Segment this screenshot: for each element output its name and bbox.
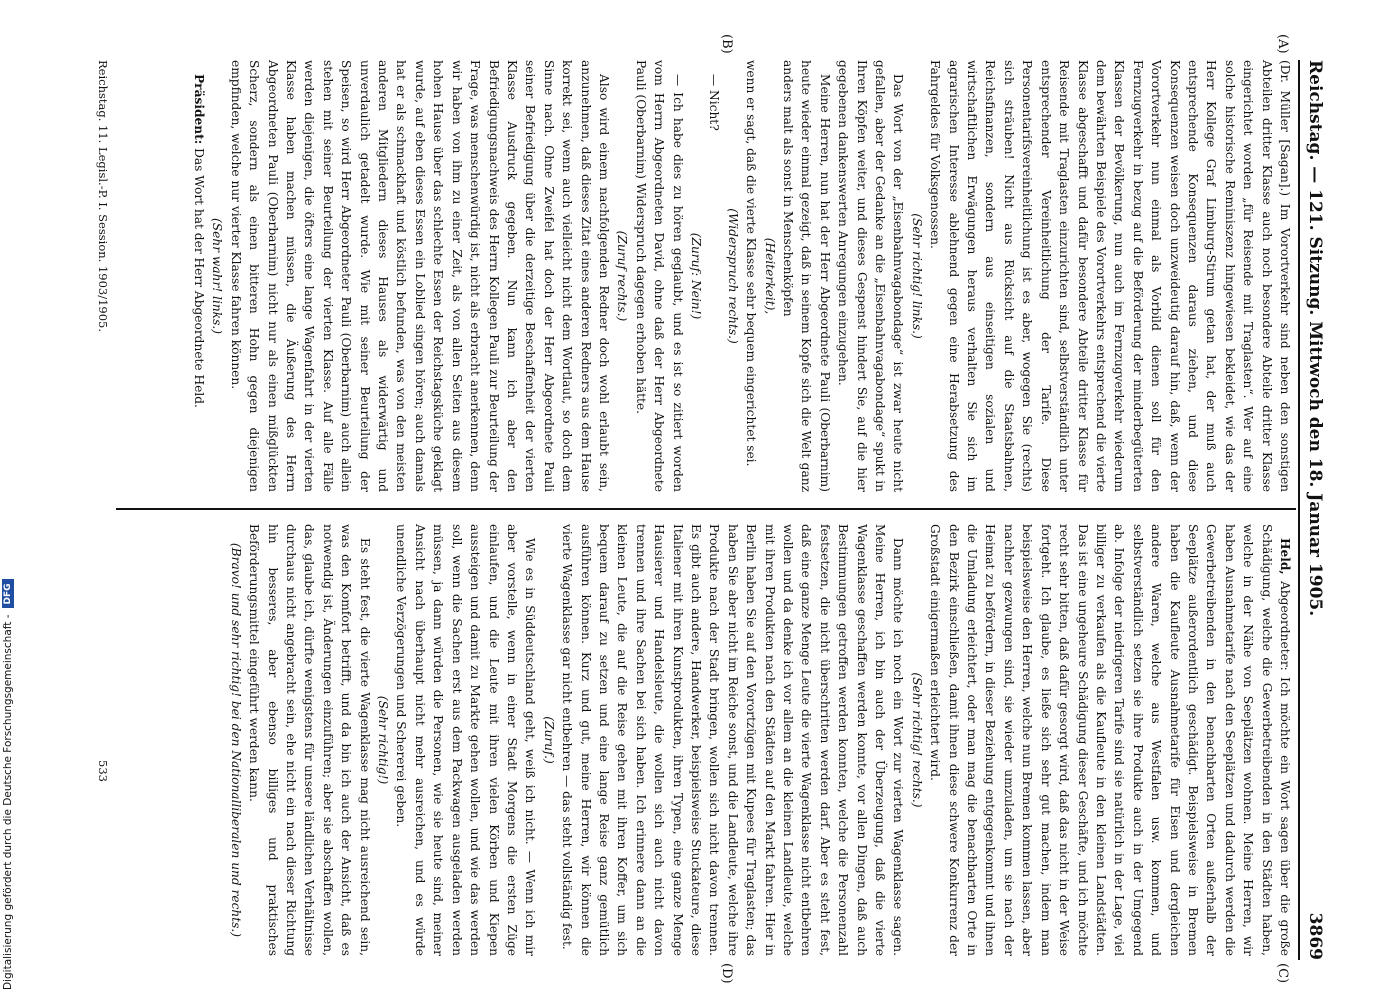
header-page-number: 3869 xyxy=(1305,912,1325,960)
interjection: (Heiterkeit), xyxy=(762,237,777,315)
president-label: Präsident: xyxy=(192,74,207,145)
column-divider xyxy=(116,508,1296,510)
left-paragraph-1 xyxy=(926,60,1294,492)
left-paragraph-7: Also wird einem nachfolgenden Redner doch wohl erlaubt sein, anzunehmen, daß dieses Zitat eines anderen Redners aus dem Hause korrekt sei, wenn auch vielleicht nicht dem Wortlaut, so doch dem Sinne nach. Ohne Zweifel hat doch der Herr Abgeordnete Pauli seiner Befriedigung über die derzeitige Beschaffenheit der vierten Klasse Ausdruck gegeben. Nun kann ich aber den Befriedigungsnachweis des Herrn Kollegen Pauli zur Beurteilung der Frage, was menschenwürdig ist, nicht als erbracht anerkennen, denn wir haben von ihm zu einer Zeit, als von allen Seiten aus diesem hohen Hause über das schlechte Essen der Reichstagsküche geklagt wurde, auf eben dieses Essen ein Loblied singen hören; auch damals hat er als schmackhaft und köstlich befunden, was von den meisten anderen Mitgliedern dieses Hauses als widerwärtig und unverdaulich getadelt wurde. Wie mit seiner Beurteilung der Speisen, so wird Herr Abgeordneter Pauli (Oberbarnim) auch allein stehen mit seiner Beurteilung der vierten Klasse. Auf alle Fälle werden diejenigen, die öfters eine lange Wagenfahrt in der vierten Klasse haben machen müssen, die Äußerung des Herrn Abgeordneten Pauli (Oberbarnim) nicht nur als einen mißglückten Scherz, sondern als einen bitteren Hohn gegen diejenigen empfinden, welche nur vierter Klasse fahren können. xyxy=(228,60,611,492)
right-paragraph-3: Wie es in Süddeutschland geht, weiß ich nicht. — Wenn ich mir aber vorstelle, wenn in einer Stadt Morgens die ersten Züge einlaufen, und die Leute mit ihren vielen Körben und Kiepen aussteigen und damit zu Markte gehen wollen, und wie das werden soll, wenn die Sachen erst aus dem Packwagen ausgeladen werden müssen, ja dann würden die Personen, wie sie heute sind, meiner Ansicht nach überhaupt nicht mehr ausreichen, und es würde unendliche Verzögerungen und Schererei geben. xyxy=(394,524,538,956)
margin-marker-a: (A) xyxy=(1275,34,1290,54)
right-paragraph-2: Dann möchte ich noch ein Wort zur vierten Wagenklasse sagen. Meine Herren, ich bin auch der Überzeugung, daß die vierte Wagenklasse geschaffen werden konnte, vor allen Dingen, daß auch Bestimmungen getroffen werden konnten, welche die Personenzahl festsetzen, die nicht überschritten werden darf. Aber es steht fest, daß eine ganze Menge Leute die vierte Wagenklasse nicht entbehren wollen und da denke ich vor allem an die kleinen Landleute, welche mit ihren Produkten nach den Städten auf den Markt fahren. Hier in Berlin haben Sie auf den Vorortzügen mit Kupees für Traglasten; das haben Sie aber nicht im Reiche sonst, und die Landleute, welche ihre Produkte nach der Stadt bringen, wollen sich nicht davon trennen. Es gibt auch andere, Handwerker, beispielsweise Stuckateure, diese Italiener mit ihren Kunstprodukten, ihren Typen, eine ganze Menge Hausierer und Handelsleute, die wollen sich auch nicht davon trennen und ihre Sachen bei sich haben. Ich erinnere dann an die kleinen Leute, die auf die Reise gehen mit ihren Koffer, um sich bequem darauf zu setzen und eine lange Reise ganz gemütlich ausführen können. Kurz und gut, meine Herren, wir können die vierte Wagenklasse gar nicht entbehren — das steht vollständig fest. xyxy=(560,524,906,956)
interjection: (Sehr wahr! links.) xyxy=(210,218,225,334)
page-header xyxy=(1300,60,1330,960)
header-rule xyxy=(1298,60,1300,960)
left-column xyxy=(190,60,1294,492)
left-paragraph-4: wenn er sagt, daß die vierte Klasse sehr bequem eingerichtet sei. xyxy=(744,60,759,467)
dfg-logo: DFG xyxy=(2,579,14,608)
left-paragraph-1-text: Im Vorortverkehr sind neben den sonstigen Abteilen dritter Klasse auch noch besondere Abteile dritter Klasse eingerichtet worden „für Reisende mit Traglasten“. Wer auf eine solche historische Reminiszenz hingewiesen bekleidet, wie das der Herr Kollege Graf Limburg-Stirum getan hat, der muß auch entsprechende Konsequenzen daraus ziehen, und diese Konsequenzen weisen doch unzweideutig darauf hin, daß, wenn der Vorortverkehr nun einmal als Vorbild dienen soll für den Fernzugverkehr in bezug auf die Beförderung der minderbegüterten Klassen der Bevölkerung, nun auch im Fernzugverkehr wiederum dem bewährten Beispiele des Vorortverkehrs entsprechend die vierte Klasse abgeschafft und dafür besondere Abteile dritter Klasse für Reisende mit Traglasten einzurichten sind, selbstverständlich unter entsprechender Vereinheitlichung der Tarife. Diese Personentarifsvereinheitlichung ist es aber, wogegen Sie (rechts) sich sträuben! Nicht aus Rücksicht auf die Staatsbahnen, Reichsfinanzen, sondern aus einseitigen sozialen und wirtschaftlichen Erwägungen heraus verhalten Sie sich im agrarischen Interesse ablehnend gegen eine Herabsetzung des Fahrgeldes für Volksgenossen. xyxy=(928,60,1292,492)
header-title: Reichstag. — 121. Sitzung. Mittwoch den 18. Januar 1905. xyxy=(1305,60,1325,617)
right-paragraph-1-text: Abgeordneter: Ich möchte ein Wort sagen über die große Schädigung, welche die Gewerbetreibenden in den Städten haben, welche in der Nähe von Seeplätzen wohnen. Meine Herren, wir haben Ausnahmetarife nach den Seeplätzen und dadurch werden die Gewerbetreibenden in den benachbarten Orten außerhalb der Seeplätze außerordentlich geschädigt. Beispielsweise in Bremen haben die Kaufleute Ausnahmetarife für Eisen und dergleichen andere Waren, welche aus Westfalen usw. kommen, und selbstverständlich setzen sie ihre Produkte auch in der Umgegend ab. Infolge der niedrigeren Tarife sind sie natürlich in der Lage, viel billiger zu verkaufen als die Kaufleute in den kleinen Landstädten. Das ist eine ungeheure Schädigung dieser Geschäfte, und ich möchte recht sehr bitten, daß dafür gesorgt wird, daß das nicht in der Weise fortgeht. Ich glaube, es ließe sich sehr gut machen, indem man beispielsweise den Herren, welche nun Bremen kommen lassen, aber nachher gezwungen sind, sie wieder umzuladen, um sie nach der Heimat zu befördern, in dieser Beziehung entgegenkommt und ihnen die Umladung erleichtert, oder man mag die benachbarten Orte in den Bezirk einschließen, damit ihnen diese schwere Konkurrenz der Großstadt einigermaßen erleichtert wird. xyxy=(928,524,1292,957)
speaker-ref: (Dr. Müller [Sagan].) xyxy=(1278,60,1292,197)
president-statement xyxy=(190,60,208,492)
interjection: (Bravo! und sehr richtig! bei den Nationalliberalen und rechts.) xyxy=(228,542,243,938)
margin-marker-c: (C) xyxy=(1275,963,1290,984)
right-paragraph-1 xyxy=(926,524,1294,956)
right-paragraph-4: Es steht fest, die vierte Wagenklasse mag nicht ausreichend sein, was den Komfort betrifft, und da bin ich auch der Ansicht, daß es notwendig ist, Änderungen einzuführen; aber sie abschaffen wollen, das, glaube ich, dürfte wenigstens für unsere ländlichen Verhältnisse durchaus nicht angebracht sein, ehe nicht ein nach dieser Richtung hin besseres, aber ebenso billiges und praktisches Beförderungsmittel eingeführt werden kann. xyxy=(247,524,372,956)
interjection: (Widerspruch rechts.) xyxy=(725,208,740,344)
left-paragraph-2: Das Wort von der „Eisenbahnvagabondage“ ist zwar heute nicht gefallen, aber der Gedanke an die „Eisenbahnvagabondage“ spukt in Ihren Köpfen weiter, und dieses Gespenst hindert Sie, auf die hier gegebenen dankenswerten Anregungen einzugehen. xyxy=(836,60,906,492)
president-text: Das Wort hat der Herr Abgeordnete Held. xyxy=(192,148,207,408)
interjection: (Zuruf.) xyxy=(541,716,556,764)
digitization-stamp xyxy=(2,579,14,990)
left-paragraph-5: — Nicht? xyxy=(707,74,722,131)
rotated-page-content xyxy=(70,34,1330,984)
left-paragraph-6: — Ich habe dies zu hören geglaubt, und es ist so zitiert worden vom Herrn Abgeordneten David, ohne daß der Herr Abgeordnete Pauli (Oberbarnim) Widerspruch dagegen erhoben hätte. xyxy=(633,60,685,492)
interjection: (Zuruf: Nein!) xyxy=(689,232,703,320)
margin-marker-d: (D) xyxy=(719,963,734,984)
interjection: (Sehr richtig! rechts.) xyxy=(909,672,924,808)
interjection: (Sehr richtig!) xyxy=(376,695,391,785)
left-paragraph-3: Meine Herren, nun hat der Herr Abgeordnete Pauli (Oberbarnim) heute wieder einmal gezeigt, daß in seinem Kopfe sich die Welt ganz anders malt als sonst in Menschenköpfen xyxy=(781,60,832,492)
speaker-label: Held, xyxy=(1278,538,1292,575)
interjection: (Sehr richtig! links.) xyxy=(909,213,924,339)
margin-marker-b: (B) xyxy=(719,34,734,54)
stamp-text: Digitalisierung gefördert durch die Deutsche Forschungsgemeinschaft - xyxy=(2,614,14,990)
interjection: (Zuruf rechts.) xyxy=(615,230,630,322)
footer-page-number: 533 xyxy=(96,760,110,782)
right-column xyxy=(226,524,1294,956)
footer-source: Reichstag. 11. Legisl.-P. I. Session. 1903/1905. xyxy=(96,60,110,333)
